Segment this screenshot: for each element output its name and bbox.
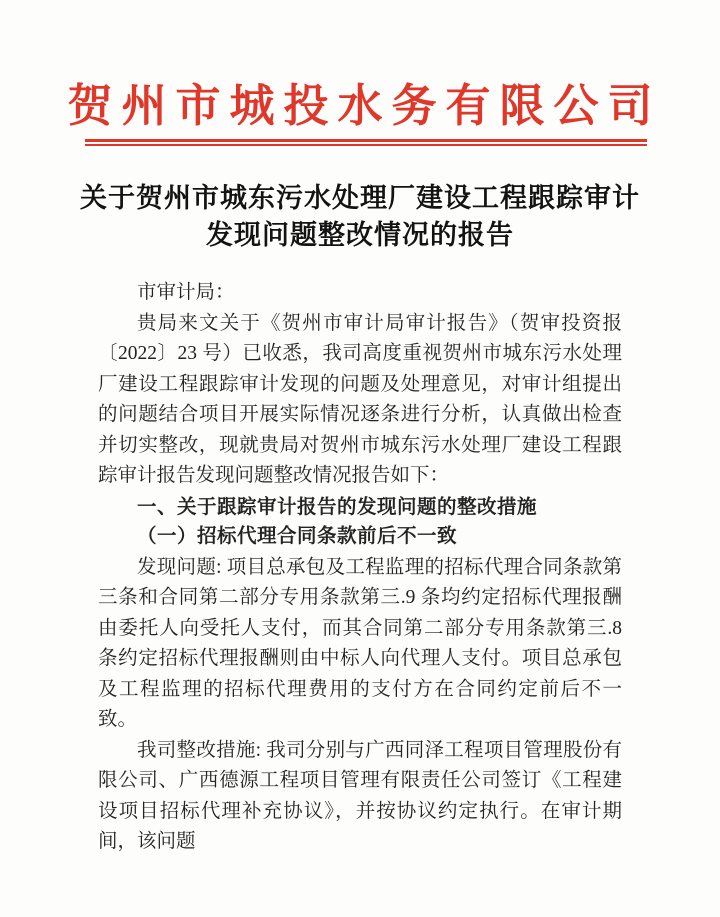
letterhead-double-rule: [85, 139, 647, 146]
paragraph-intro: 贵局来文关于《贺州市审计局审计报告》（贺审投资报〔2022〕23 号）已收悉，我司高度重视贺州市城东污水处理厂建设工程跟踪审计发现的问题及处理意见，对审计组提出的问题结合项目开展实际情况逐条进行分析，认真做出检查并切实整改，现就贵局对贺州市城东污水处理厂建设工程跟踪审计报告发现问题整改情况报告如下：: [98, 312, 622, 486]
document-title-line1: 关于贺州市城东污水处理厂建设工程跟踪审计: [80, 183, 640, 213]
item-heading: （一）招标代理合同条款前后不一致: [137, 526, 458, 547]
document-body: [98, 278, 622, 858]
document-title-line2: 发现问题整改情况的报告: [206, 220, 514, 250]
letterhead-company-name: 贺州市城投水务有限公司: [67, 81, 662, 131]
paragraph-problem-found: 发现问题: 项目总承包及工程监理的招标代理合同条款第三条和合同第二部分专用条款第三.9 条均约定招标代理报酬由委托人向受托人支付，而其合同第二部分专用条款第三.8 条约定招标代理报酬则由中标人向代理人支付。项目总承包及工程监理的招标代理费用的支付方在合同约定前后不一致。: [98, 556, 622, 730]
document-title: [70, 180, 650, 254]
letterhead-rule-bottom: [85, 144, 647, 146]
section-heading: 一、关于跟踪审计报告的发现问题的整改措施: [137, 495, 538, 518]
salutation: 市审计局：: [137, 282, 235, 303]
paragraph-corrective-measures: 我司整改措施: 我司分别与广西同泽工程项目管理股份有限公司、广西德源工程项目管理有限责任公司签订《工程建设项目招标代理补充协议》，并按协议约定执行。在审计期间，该问题: [98, 739, 622, 852]
